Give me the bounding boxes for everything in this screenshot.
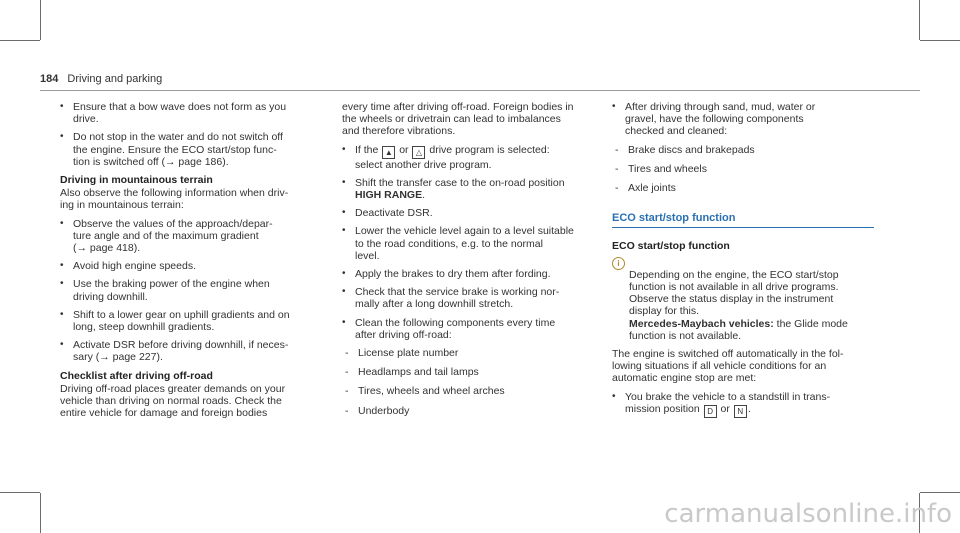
heading-checklist: Checklist after driving off-road <box>60 369 213 382</box>
text: . <box>747 402 751 415</box>
crop-mark <box>40 493 41 533</box>
watermark: carmanualsonline.info <box>664 499 952 529</box>
crop-mark <box>919 0 920 40</box>
page-header <box>40 73 162 85</box>
dash-item: - Underbody <box>342 405 608 417</box>
paragraph: Also observe the following information when driv- ing in mountainous terrain: <box>60 187 289 212</box>
list-item: • Activate DSR before driving downhill, if neces- sary (→ page 227). <box>60 339 328 363</box>
section-heading-eco: ECO start/stop function <box>612 212 874 228</box>
list-item: • Shift to a lower gear on uphill gradients and on long, steep downhill gradients. <box>60 309 328 333</box>
offroad-plus-icon: △ <box>412 146 425 159</box>
column-1 <box>60 101 328 425</box>
list-item: • Check that the service brake is working nor- mally after a long downhill stretch. <box>342 286 608 310</box>
list-item: • Use the braking power of the engine when driving downhill. <box>60 278 328 302</box>
text: Shift the transfer case to the on-road position <box>355 176 565 189</box>
list-item: • Deactivate DSR. <box>342 207 608 219</box>
text: If the <box>355 143 379 156</box>
gear-n-icon: N <box>734 405 747 418</box>
note-bold: Mercedes-Maybach vehicles: <box>629 317 774 330</box>
dash-item: - License plate number <box>342 347 608 359</box>
offroad-icon: ▲ <box>382 146 395 159</box>
info-icon: i <box>612 257 625 270</box>
section-title: Driving and parking <box>67 73 163 85</box>
crop-mark <box>920 40 960 41</box>
column-3 <box>612 101 874 424</box>
bold-text: HIGH RANGE <box>355 189 423 202</box>
text: or <box>399 143 409 156</box>
column-2 <box>342 101 608 424</box>
list-item: • Ensure that a bow wave does not form as you drive. <box>60 101 328 125</box>
paragraph: Driving off-road places greater demands on your vehicle than driving on normal roads. Check the entire vehicle for damage and foreign bodies <box>60 382 286 420</box>
paragraph: every time after driving off-road. Foreign bodies in the wheels or drivetrain can lead to imbalances and therefore vibrations. <box>342 101 574 138</box>
list-item: • Do not stop in the water and do not switch off the engine. Ensure the ECO start/stop func- tion is switched off (→ page 186). <box>60 131 328 168</box>
list-item <box>612 391 874 418</box>
crop-mark <box>0 492 40 493</box>
note-text: the Glide mode function is not available. <box>629 317 848 342</box>
info-note <box>612 257 874 342</box>
list-item: • After driving through sand, mud, water or gravel, have the following components checked and cleaned: <box>612 101 874 138</box>
gear-d-icon: D <box>704 405 717 418</box>
text: You brake the vehicle to a standstill in trans- mission position <box>625 390 831 415</box>
list-item: • Apply the brakes to dry them after fording. <box>342 268 608 280</box>
dash-item: - Axle joints <box>612 182 874 194</box>
note-text: Depending on the engine, the ECO start/stop function is not available in all drive programs. Observe the status display in the instrument display for this. <box>629 268 839 318</box>
text: . <box>422 189 426 202</box>
page-number: 184 <box>40 73 59 85</box>
dash-item: - Tires, wheels and wheel arches <box>342 385 608 397</box>
text: or <box>720 402 730 415</box>
text: drive program is selected: select another drive program. <box>355 143 550 171</box>
heading-mountainous-terrain: Driving in mountainous terrain <box>60 174 213 187</box>
dash-item: - Brake discs and brakepads <box>612 144 874 156</box>
header-rule <box>40 90 920 91</box>
dash-item: - Headlamps and tail lamps <box>342 366 608 378</box>
crop-mark <box>920 492 960 493</box>
subheading-eco: ECO start/stop function <box>612 240 730 253</box>
paragraph: The engine is switched off automatically in the fol- lowing situations if all vehicle conditions for an automatic engine stop are met: <box>612 348 844 385</box>
list-item: • Lower the vehicle level again to a level suitable to the road conditions, e.g. to the normal level. <box>342 225 608 262</box>
list-item <box>342 177 608 201</box>
dash-item: - Tires and wheels <box>612 163 874 175</box>
list-item: • Avoid high engine speeds. <box>60 260 328 272</box>
crop-mark <box>0 40 40 41</box>
list-item <box>342 144 608 171</box>
list-item: • Observe the values of the approach/depar- ture angle and of the maximum gradient (→ page 418). <box>60 218 328 255</box>
list-item: • Clean the following components every time after driving off-road: <box>342 317 608 341</box>
crop-mark <box>40 0 41 40</box>
